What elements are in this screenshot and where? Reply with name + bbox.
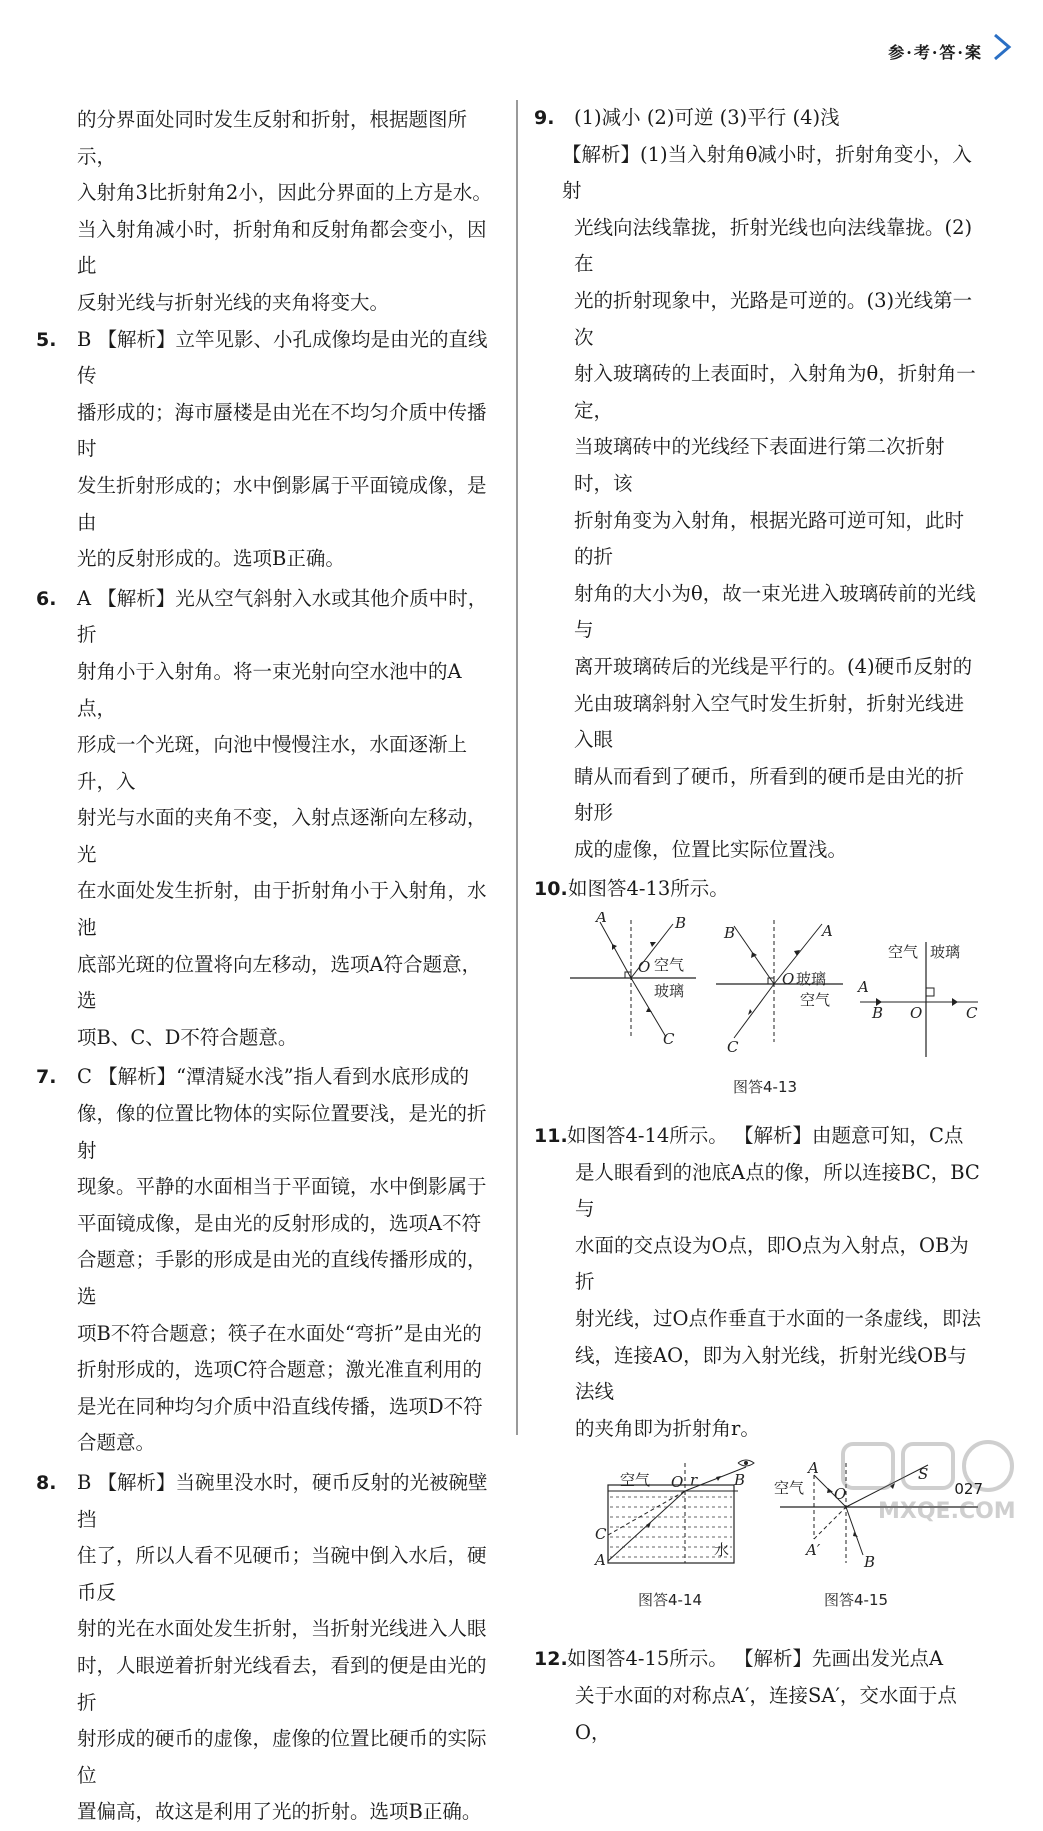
label-air: 空气 bbox=[774, 1479, 805, 1498]
text-line: 如图答4-13所示。 bbox=[568, 877, 729, 901]
answer-8 bbox=[36, 1465, 500, 1831]
page-number: 027 bbox=[954, 1480, 983, 1498]
text-line: 在水面处发生折射，由于折射角小于入射角，水池 bbox=[77, 879, 487, 940]
text-line: 形成一个光斑，向池中慢慢注水，水面逐渐上升，入 bbox=[77, 733, 468, 793]
label-B: B bbox=[864, 1553, 876, 1572]
left-column bbox=[36, 102, 500, 1831]
label-A: A bbox=[808, 1459, 819, 1478]
text-line: 射的光在水面处发生折射，当折射光线进入人眼 bbox=[77, 1617, 487, 1641]
label-air: 空气 bbox=[888, 943, 919, 962]
figure-caption: 图答4-14 bbox=[638, 1591, 703, 1610]
label-B: B bbox=[724, 924, 736, 943]
watermark-logo bbox=[823, 1438, 1023, 1528]
text-line: 现象。平静的水面相当于平面镜，水中倒影属于 bbox=[77, 1175, 487, 1199]
figure-4-13 bbox=[538, 912, 983, 1112]
text-line: 入射角3比折射角2小，因此分界面的上方是水。 bbox=[77, 181, 492, 205]
label-B: B bbox=[675, 914, 687, 933]
text-line: 光由玻璃斜射入空气时发生折射，折射光线进入眼 bbox=[574, 691, 965, 752]
text-line: 睛从而看到了硬币，所看到的硬币是由光的折射形 bbox=[574, 764, 965, 825]
text-line: 项B、C、D不符合题意。 bbox=[77, 1025, 298, 1049]
label-water: 水 bbox=[714, 1541, 730, 1560]
label-A: A bbox=[858, 978, 869, 997]
text-line: 水面的交点设为O点，即O点为入射点，OB为折 bbox=[575, 1233, 969, 1294]
text-line: 当玻璃砖中的光线经下表面进行第二次折射时，该 bbox=[574, 435, 945, 495]
label-glass: 玻璃 bbox=[796, 970, 827, 989]
text-line: 像，像的位置比物体的实际位置要浅，是光的折射 bbox=[77, 1102, 487, 1162]
text-line: 反射光线与折射光线的夹角将变大。 bbox=[77, 290, 390, 314]
text-line: 射角的大小为θ，故一束光进入玻璃砖前的光线与 bbox=[574, 581, 976, 642]
text-line: 如图答4-14所示。 【解析】由题意可知，C点 bbox=[567, 1124, 964, 1148]
answer-5 bbox=[36, 322, 500, 578]
label-air: 空气 bbox=[654, 956, 685, 975]
text-line: 离开玻璃砖后的光线是平行的。(4)硬币反射的 bbox=[574, 654, 973, 678]
text-line: 如图答4-15所示。 【解析】先画出发光点A bbox=[567, 1647, 944, 1671]
label-A: A bbox=[595, 1551, 606, 1570]
text-line: 底部光斑的位置将向左移动，选项A符合题意，选 bbox=[77, 952, 482, 1013]
watermark-text: MXQE.COM bbox=[878, 1499, 1016, 1524]
text-line: 光的折射现象中，光路是可逆的。(3)光线第一次 bbox=[574, 288, 973, 349]
text-line: 光的反射形成的。选项B正确。 bbox=[77, 547, 345, 571]
label-S: S bbox=[918, 1465, 929, 1484]
text-line: 线，连接AO，即为入射光线，折射光线OB与法线 bbox=[575, 1343, 967, 1404]
label-r: r bbox=[690, 1471, 698, 1490]
text-line: B 【解析】当碗里没水时，硬币反射的光被碗壁挡 bbox=[77, 1470, 488, 1531]
label-O: O bbox=[638, 958, 651, 977]
text-line: 射光与水面的夹角不变，入射点逐渐向左移动，光 bbox=[77, 806, 487, 866]
diagram-1 bbox=[570, 912, 696, 1048]
question-number: 8. bbox=[36, 1471, 57, 1494]
column-divider bbox=[516, 100, 518, 1435]
label-B: B bbox=[734, 1471, 746, 1490]
text-line: 是光在同种均匀介质中沿直线传播，选项D不符 bbox=[77, 1394, 483, 1418]
diagram-2 bbox=[716, 920, 843, 1056]
text-line: 【解析】(1)当入射角θ减小时，折射角变小，入射 bbox=[562, 142, 972, 203]
label-C: C bbox=[727, 1038, 739, 1057]
text-line: 项B不符合题意；筷子在水面处“弯折”是由光的 bbox=[77, 1321, 482, 1345]
label-air: 空气 bbox=[620, 1471, 651, 1490]
text-line: 合题意；手影的形成是由光的直线传播形成的，选 bbox=[77, 1248, 487, 1308]
text-line: 播形成的；海市蜃楼是由光在不均匀介质中传播时 bbox=[77, 400, 487, 461]
page-header bbox=[888, 40, 983, 63]
text-line: 当入射角减小时，折射角和反射角都会变小，因此 bbox=[77, 217, 487, 278]
answer-9 bbox=[534, 100, 983, 868]
question-number: 10. bbox=[534, 878, 568, 901]
label-glass: 玻璃 bbox=[654, 982, 685, 1001]
text-line: 的分界面处同时发生反射和折射，根据题图所示， bbox=[77, 108, 468, 168]
label-A: A bbox=[822, 922, 833, 941]
text-line: 射角小于入射角。将一束光射向空水池中的A点， bbox=[77, 659, 462, 720]
label-C: C bbox=[663, 1030, 675, 1049]
text-line: 成的虚像，位置比实际位置浅。 bbox=[574, 837, 848, 861]
intro-paragraph bbox=[40, 102, 500, 322]
question-number: 6. bbox=[36, 587, 57, 610]
text-line: C 【解析】“潭清疑水浅”指人看到水底形成的 bbox=[77, 1065, 470, 1089]
answer-7 bbox=[36, 1059, 500, 1462]
text-line: 住了，所以人看不见硬币；当碗中倒入水后，硬币反 bbox=[77, 1544, 487, 1604]
figure-caption: 图答4-15 bbox=[824, 1591, 889, 1610]
text-line: 的夹角即为折射角r。 bbox=[575, 1416, 760, 1440]
answer-6 bbox=[36, 581, 500, 1057]
question-number: 9. bbox=[534, 107, 555, 129]
question-number: 11. bbox=[534, 1125, 568, 1148]
label-A-prime: A′ bbox=[806, 1541, 821, 1560]
text-line: 是人眼看到的池底A点的像，所以连接BC，BC与 bbox=[575, 1160, 980, 1221]
text-line: 射入玻璃砖的上表面时，入射角为θ，折射角一定， bbox=[574, 362, 976, 422]
text-line: 光线向法线靠拢，折射光线也向法线靠拢。(2)在 bbox=[574, 215, 973, 276]
text-line: (1)减小 (2)可逆 (3)平行 (4)浅 bbox=[574, 106, 840, 129]
label-O: O bbox=[834, 1485, 847, 1504]
figure-4-14 bbox=[593, 1460, 754, 1609]
question-number: 5. bbox=[36, 328, 57, 351]
diagram-3 bbox=[856, 942, 978, 1057]
label-B: B bbox=[872, 1004, 884, 1023]
text-line: 折射角变为入射角，根据光路可逆可知，此时的折 bbox=[574, 508, 965, 569]
text-line: A 【解析】光从空气斜射入水或其他介质中时，折 bbox=[77, 586, 488, 647]
label-O: O bbox=[910, 1004, 923, 1023]
label-glass: 玻璃 bbox=[930, 943, 961, 962]
label-O: O bbox=[782, 970, 795, 989]
label-A: A bbox=[596, 912, 607, 927]
text-line: 时，人眼逆着折射光线看去，看到的便是由光的折 bbox=[77, 1653, 487, 1714]
label-air: 空气 bbox=[800, 991, 831, 1010]
label-O: O bbox=[671, 1473, 684, 1492]
text-line: 平面镜成像，是由光的反射形成的，选项A不符 bbox=[77, 1211, 482, 1235]
answer-10 bbox=[534, 871, 983, 908]
header-title: 参·考·答·案 bbox=[888, 43, 983, 62]
question-number: 12. bbox=[534, 1648, 568, 1671]
text-line: 射光线，过O点作垂直于水面的一条虚线，即法 bbox=[575, 1307, 981, 1331]
text-line: B 【解析】立竿见影、小孔成像均是由光的直线传 bbox=[77, 327, 488, 388]
label-C: C bbox=[595, 1525, 607, 1544]
label-C: C bbox=[966, 1004, 978, 1023]
text-line: 关于水面的对称点A′，连接SA′，交水面于点O， bbox=[575, 1684, 957, 1744]
question-number: 7. bbox=[36, 1066, 57, 1089]
text-line: 置偏高，故这是利用了光的折射。选项B正确。 bbox=[77, 1800, 482, 1824]
answer-11 bbox=[534, 1118, 983, 1447]
text-line: 折射形成的，选项C符合题意；激光准直利用的 bbox=[77, 1358, 482, 1382]
answer-12 bbox=[534, 1641, 983, 1751]
text-line: 发生折射形成的；水中倒影属于平面镜成像，是由 bbox=[77, 473, 487, 534]
chevron-right-icon bbox=[991, 32, 1013, 62]
text-line: 射形成的硬币的虚像，虚像的位置比硬币的实际位 bbox=[77, 1727, 487, 1787]
text-line: 合题意。 bbox=[77, 1431, 156, 1455]
figure-caption: 图答4-13 bbox=[733, 1078, 798, 1097]
